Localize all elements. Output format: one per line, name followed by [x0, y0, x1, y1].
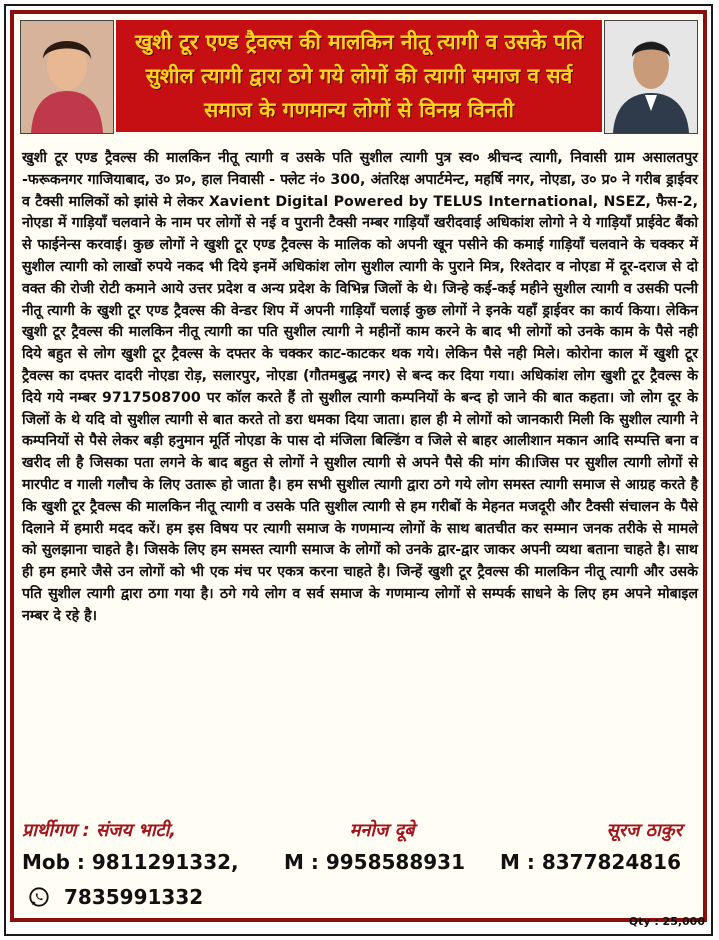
whatsapp-contact: [22, 882, 702, 912]
signatory-name-3: सूरज ठाकुर: [606, 820, 682, 841]
headline-banner: [116, 20, 602, 132]
print-quantity: Qty : 25,000: [628, 915, 705, 928]
signatory-names: [22, 818, 702, 848]
signatory-name-1: प्रार्थीगण : संजय भाटी,: [22, 820, 177, 841]
woman-photo: [20, 20, 114, 134]
signatory-name-2: मनोज दूबे: [349, 820, 415, 841]
signatory-mobiles: [22, 850, 702, 880]
signatories-block: [22, 818, 702, 912]
headline-text: खुशी टूर एण्ड ट्रैवल्स की मालकिन नीतू त्यागी व उसके पति सुशील त्यागी द्वारा ठगे गये लोगों की त्यागी समाज व सर्व समाज के गणमान्य लोगों से विनम्र विनती: [134, 30, 584, 122]
whatsapp-icon: [28, 886, 50, 908]
mobile-number-3: M : 8377824816: [500, 850, 681, 874]
man-photo: [604, 20, 698, 134]
appeal-body: [22, 148, 698, 628]
mobile-number-2: M : 9958588931: [284, 850, 465, 874]
mobile-number-1: Mob : 9811291332,: [22, 850, 239, 874]
appeal-paragraph: खुशी टूर एण्ड ट्रैवल्स की मालकिन नीतू त्यागी व उसके पति सुशील त्यागी पुत्र स्व० श्रीचन्द त्यागी, निवासी ग्राम असालतपुर -फरूकनगर गाजियाबाद, उ० प्र०, हाल निवासी - फ्लेट नं० 300, अंतरिक्ष अपार्टमेन्ट, महर्षि नगर, नोएडा, उ० प्र० ने गरीब ड्राईवर व टैक्सी मालिकों को झांसे मे लेकर Xavient Digital Powered by TELUS International, NSEZ, फैस-2, नोएडा में गाड़ियाँ चलवाने के नाम पर लोगों से नई व पुरानी टैक्सी नम्बर गाड़ियाँ खरीदवाई अधिकांश लोगो ने ये गाड़ियाँ प्राईवेट बैंको से फाईनेन्स करवाई। कुछ लोगों ने खुशी टूर एण्ड ट्रैवल्स के मालिक को अपनी खून पसीने की कमाई गाड़ियाँ चलवाने के चक्कर में सुशील त्यागी को लाखों रुपये नकद भी दिये इनमें अधिकांश लोग सुशील त्यागी के पुराने मित्र, रिश्तेदार व नोएडा में दूर-दराज से दो वक्त की रोजी रोटी कमाने आये उत्तर प्रदेश व अन्य प्रदेश के विभिन्न जिलों के थे। जिन्हे कई-कई महीने सुशील त्यागी व उसकी पत्नी नीतू त्यागी के खुशी टूर एण्ड ट्रैवल्स की वेन्डर शिप में अपनी गाड़ियाँ चलाई कुछ लोगों ने इनके यहाँ ड्राईवर का कार्य किया। लेकिन खुशी टूर ट्रैवल्स की मालकिन नीतू त्यागी का पति सुशील त्यागी ने महीनों काम करने के बाद भी लोगों को उनके काम के पैसे नही दिये बहुत से लोग खुशी टूर ट्रैवल्स के दफ्तर के चक्कर काट-काटकर थक गये। लेकिन पैसे नही मिले। कोरोना काल में खुशी टूर ट्रैवल्स का दफ्तर दादरी नोएडा रोड़, सलारपुर, नोएडा (गौतमबुद्ध नगर) से बन्द कर दिया गया। अधिकांश लोग खुशी टूर ट्रैवल्स के दिये गये नम्बर 9717508700 पर कॉल करते हैं तो सुशील त्यागी कम्पनियों के बन्द हो जाने की बात कहता। जो लोग दूर के जिलों के थे यदि वो सुशील त्यागी से बात करते तो डरा धमका दिया जाता। हाल ही मे लोगों को जानकारी मिली कि सुशील त्यागी ने कम्पनियों से पैसे लेकर बड़ी हनुमान मूर्ति नोएडा के पास दो मंजिला बिल्डिंग व जिले से बाहर आलीशान मकान आदि सम्पत्ति बना व खरीद ली है जिसका पता लगने के बाद बहुत से लोगों ने सुशील त्यागी से अपने पैसे की मांग की।जिस पर सुशील त्यागी लोगों से मारपीट व गाली गलौच के लिए उतारू हो जाता है। हम सभी सुशील त्यागी द्वारा ठगे गये लोग समस्त त्यागी समाज से आग्रह करते है कि खुशी टूर ट्रैवल्स की मालकिन नीतू त्यागी व उसके पति सुशील त्यागी से हम गरीबों के मेहनत मजदूरी और टैक्सी संचालन के पैसे दिलाने में हमारी मदद करें। हम इस विषय पर त्यागी समाज के गणमान्य लोगों के साथ बातचीत कर सम्मान जनक तरीके से मामले को सुलझाना चाहते है। जिसके लिए हम समस्त त्यागी समाज के लोगों को उनके द्वार-द्वार जाकर अपनी व्यथा बताना चाहते है। साथ ही हम हमारे जैसे उन लोगों को भी एक मंच पर एकत्र करना चाहते है। जिन्हें खुशी टूर ट्रैवल्स की मालकिन नीतू त्यागी और उसके पति सुशील त्यागी द्वारा ठगा गया है। ठगे गये लोग व सर्व समाज के गणमान्य लोगों से सम्पर्क साधने के लिए हम अपने मोबाइल नम्बर दे रहे है।: [22, 150, 698, 624]
whatsapp-number: 7835991332: [64, 885, 204, 909]
